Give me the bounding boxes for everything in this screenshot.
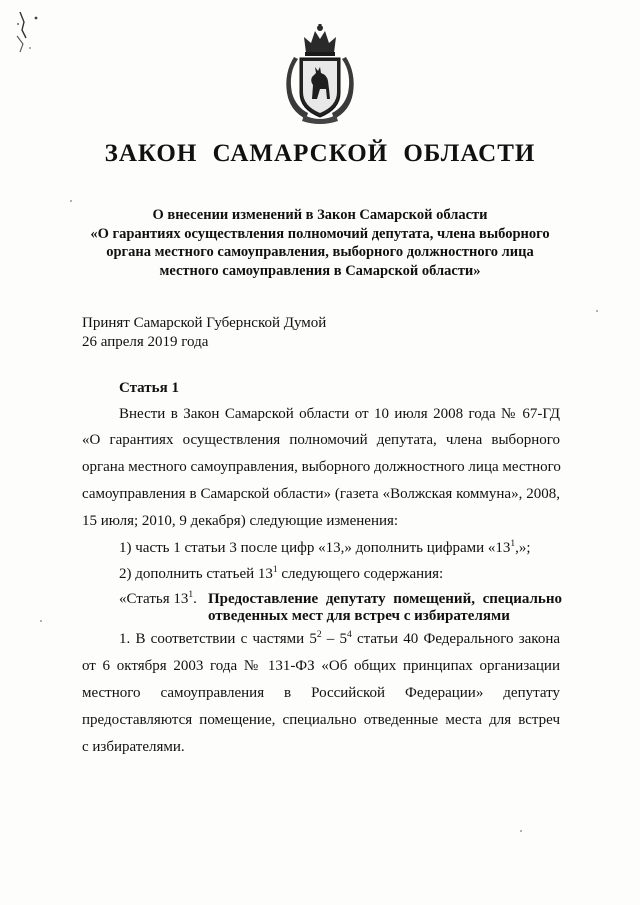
label-superscript: 1 xyxy=(188,590,194,600)
clause-line: предоставляются помещение, специально отведенные места для встреч xyxy=(82,712,560,728)
item-text: ,»; xyxy=(515,540,531,556)
new-article-label xyxy=(119,591,197,608)
item-text: следующего содержания: xyxy=(277,566,444,582)
clause-text: 1. В соответствии с частями 5 xyxy=(119,631,317,647)
adopted-by: Принят Самарской Губернской Думой xyxy=(82,315,327,331)
clause-line xyxy=(119,630,560,649)
clause-superscript: 2 xyxy=(316,630,322,640)
subtitle-line: органа местного самоуправления, выборного должностного лица xyxy=(106,244,534,260)
adopted-date: 26 апреля 2019 года xyxy=(82,334,209,350)
label-text: «Статья 13 xyxy=(119,591,189,607)
paragraph-line: самоуправления в Самарской области» (газета «Волжская коммуна», 2008, xyxy=(82,486,560,502)
subtitle-line: местного самоуправления в Самарской области» xyxy=(159,262,481,279)
item-text: 1) часть 1 статьи 3 после цифр «13,» дополнить цифрами «13 xyxy=(119,540,511,556)
paragraph-line: «О гарантиях осуществления полномочий депутата, члена выборного xyxy=(82,432,560,448)
clause-superscript: 4 xyxy=(347,630,352,640)
item-superscript: 1 xyxy=(272,565,278,575)
samara-region-coat-of-arms-icon xyxy=(284,23,356,125)
clause-text: – 5 xyxy=(321,631,348,647)
clause-line: от 6 октября 2003 года № 131-ФЗ «Об общих принципах организации xyxy=(82,658,560,674)
paragraph-line: органа местного самоуправления, выборного должностного лица местного xyxy=(82,459,561,475)
scan-speck xyxy=(70,200,72,202)
scan-mark-icon xyxy=(14,8,48,56)
paragraph-line: 15 июля; 2010, 9 декабря) следующие изменения: xyxy=(82,513,399,529)
paragraph-line: Внести в Закон Самарской области от 10 июля 2008 года № 67-ГД xyxy=(119,406,560,422)
item-text: 2) дополнить статьей 13 xyxy=(119,566,273,582)
scan-speck xyxy=(520,830,522,832)
new-article-title: Предоставление депутату помещений, специально отведенных мест для встреч с избирателями xyxy=(208,591,562,624)
amendment-item-1 xyxy=(119,539,560,558)
label-text: . xyxy=(193,591,197,607)
scan-speck xyxy=(596,310,598,312)
item-superscript: 1 xyxy=(510,539,516,549)
clause-line: местного самоуправления в Российской Федерации» депутату xyxy=(82,685,560,701)
adoption-info xyxy=(82,314,326,352)
amendment-item-2 xyxy=(119,565,560,584)
clause-line: с избирателями. xyxy=(82,739,185,755)
subtitle-line: «О гарантиях осуществления полномочий депутата, члена выборного xyxy=(90,225,550,242)
subtitle-line: О внесении изменений в Закон Самарской области xyxy=(152,207,488,223)
clause-text: статьи 40 Федерального закона xyxy=(351,631,560,647)
scan-speck xyxy=(40,620,42,622)
document-subtitle xyxy=(70,206,570,280)
article-heading: Статья 1 xyxy=(119,380,179,396)
document-title: ЗАКОН САМАРСКОЙ ОБЛАСТИ xyxy=(104,140,536,167)
